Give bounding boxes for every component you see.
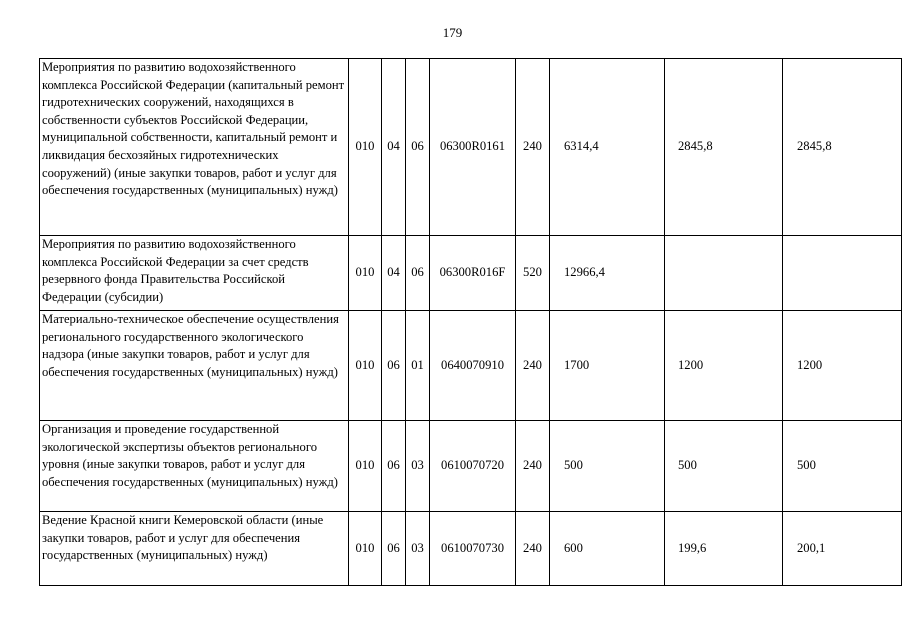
section-code: 04 [382,59,406,236]
amount-year-3 [783,236,902,311]
page-number: 179 [442,25,463,40]
expense-type-code: 240 [516,59,550,236]
subsection-code: 06 [406,236,430,311]
amount-year-3: 1200 [783,311,902,421]
amount-year-1: 6314,4 [550,59,665,236]
target-article-code: 0610070720 [430,421,516,512]
ministry-code: 010 [349,311,382,421]
subsection-code: 06 [406,59,430,236]
table-row [40,236,902,311]
ministry-code: 010 [349,59,382,236]
table-row [40,59,902,236]
target-article-code: 0640070910 [430,311,516,421]
ministry-code: 010 [349,512,382,586]
subsection-code: 03 [406,512,430,586]
budget-table [39,58,902,586]
subsection-code: 01 [406,311,430,421]
amount-year-3: 500 [783,421,902,512]
expense-type-code: 240 [516,512,550,586]
amount-year-2: 2845,8 [665,59,783,236]
amount-year-3: 200,1 [783,512,902,586]
subsection-code: 03 [406,421,430,512]
amount-year-1: 1700 [550,311,665,421]
row-description: Мероприятия по развитию водохозяйственного комплекса Российской Федерации за счет средств резервного фонда Правительства Российской Федерации (субсидии) [40,236,349,311]
amount-year-1: 500 [550,421,665,512]
target-article-code: 06300R0161 [430,59,516,236]
section-code: 06 [382,311,406,421]
ministry-code: 010 [349,421,382,512]
amount-year-2: 500 [665,421,783,512]
section-code: 06 [382,421,406,512]
expense-type-code: 240 [516,311,550,421]
section-code: 06 [382,512,406,586]
expense-type-code: 520 [516,236,550,311]
table-row [40,311,902,421]
row-description: Организация и проведение государственной экологической экспертизы объектов регионального уровня (иные закупки товаров, работ и услуг для обеспечения государственных (муниципальных) нужд) [40,421,349,512]
amount-year-2: 199,6 [665,512,783,586]
table-row [40,421,902,512]
target-article-code: 06300R016F [430,236,516,311]
row-description: Материально-техническое обеспечение осуществления регионального государственного экологического надзора (иные закупки товаров, работ и услуг для обеспечения государственных (муниципальных) нужд) [40,311,349,421]
amount-year-3: 2845,8 [783,59,902,236]
expense-type-code: 240 [516,421,550,512]
amount-year-1: 600 [550,512,665,586]
ministry-code: 010 [349,236,382,311]
row-description: Мероприятия по развитию водохозяйственного комплекса Российской Федерации (капитальный ремонт гидротехнических сооружений, находящихся в собственности субъектов Российской Федерации, муниципальной собственности, капитальный ремонт и ликвидация бесхозяйных гидротехнических сооружений) (иные закупки товаров, работ и услуг для обеспечения государственных (муниципальных) нужд) [40,59,349,236]
row-description: Ведение Красной книги Кемеровской области (иные закупки товаров, работ и услуг для обеспечения государственных (муниципальных) нужд) [40,512,349,586]
table-row [40,512,902,586]
amount-year-1: 12966,4 [550,236,665,311]
target-article-code: 0610070730 [430,512,516,586]
section-code: 04 [382,236,406,311]
amount-year-2 [665,236,783,311]
amount-year-2: 1200 [665,311,783,421]
